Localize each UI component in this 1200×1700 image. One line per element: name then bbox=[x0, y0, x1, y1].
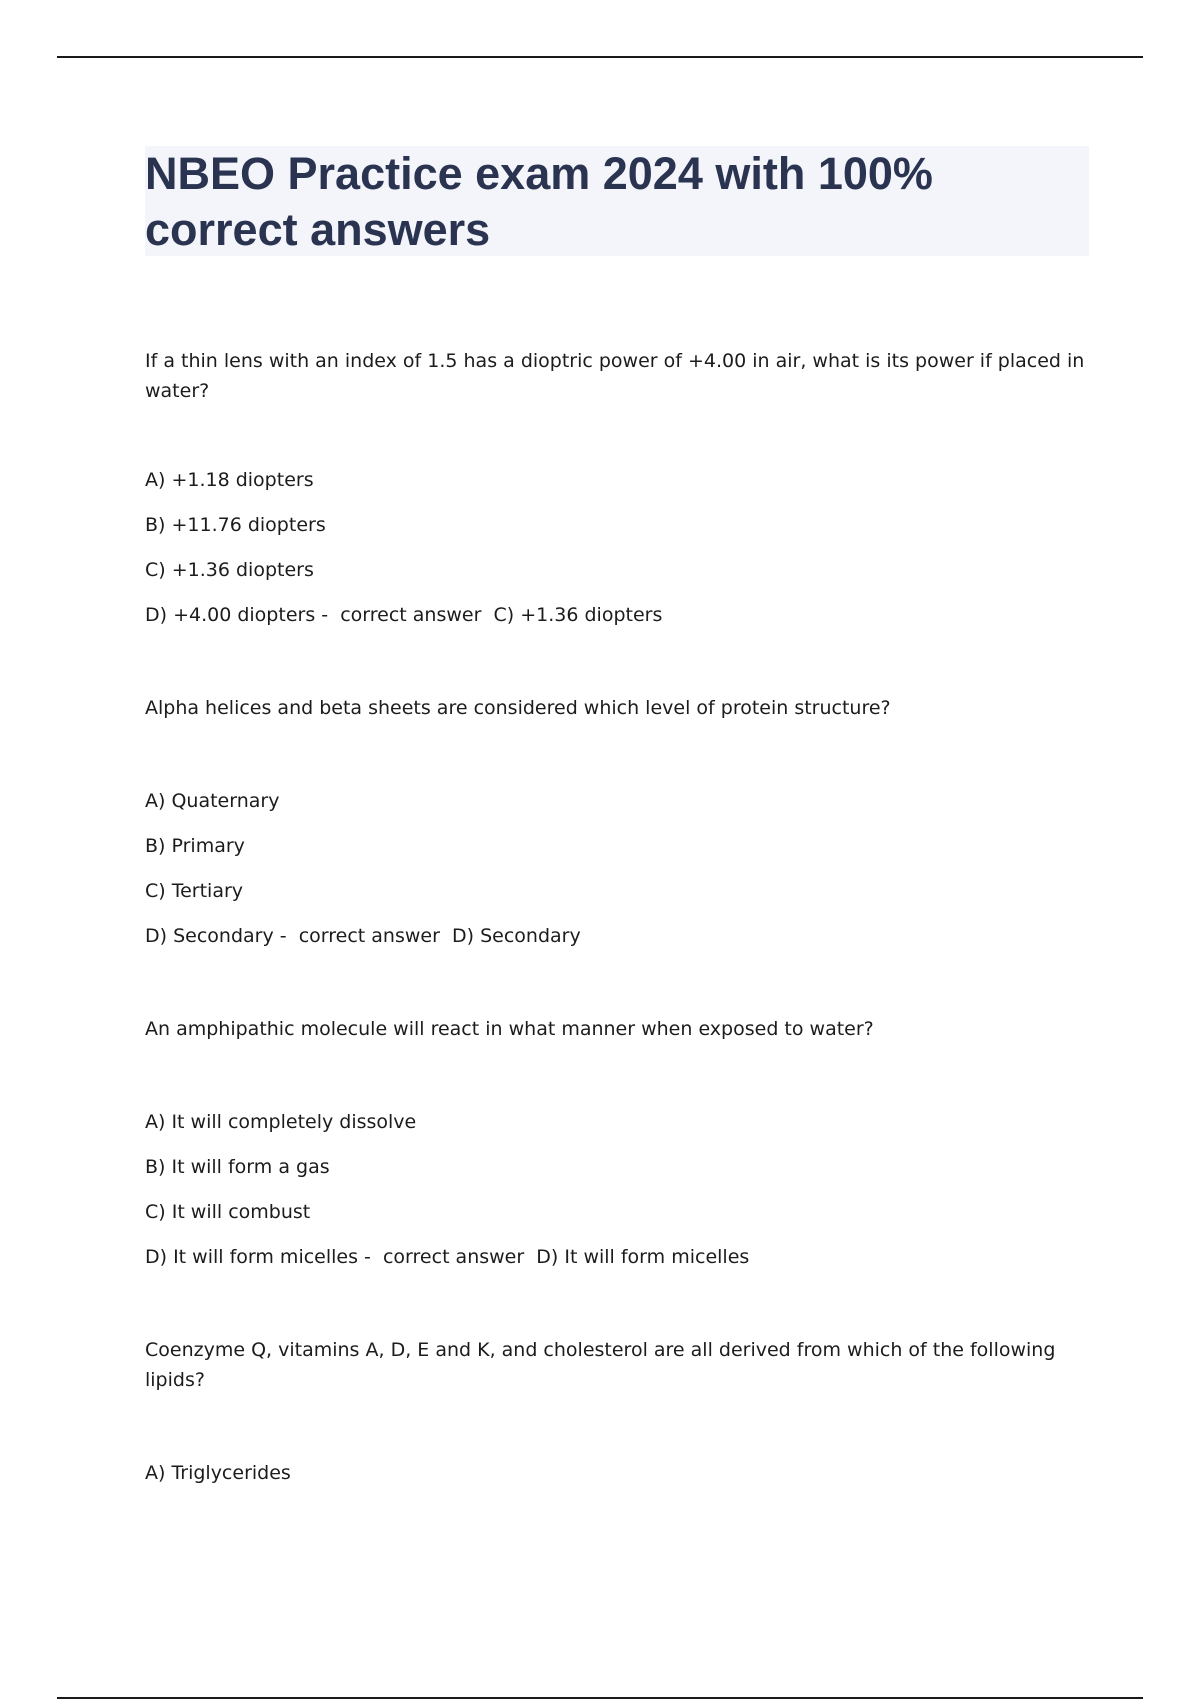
correct-answer: C) +1.36 diopters bbox=[493, 604, 663, 626]
answer-marker: correct answer bbox=[298, 925, 440, 947]
footer-rule bbox=[57, 1697, 1143, 1699]
option-d: D) +4.00 diopters bbox=[145, 604, 316, 626]
option-d-with-answer: D) Secondary - correct answer D) Secondary bbox=[145, 925, 581, 947]
option-b: B) Primary bbox=[145, 835, 245, 857]
question-block bbox=[145, 693, 1085, 948]
option-d: D) Secondary bbox=[145, 925, 274, 947]
option-b: B) It will form a gas bbox=[145, 1156, 330, 1178]
question-list bbox=[145, 346, 1085, 1485]
question-block bbox=[145, 1014, 1085, 1269]
option-c: C) +1.36 diopters bbox=[145, 559, 314, 581]
option-list bbox=[145, 1110, 1085, 1269]
option-d-with-answer: D) +4.00 diopters - correct answer C) +1.36 diopters bbox=[145, 604, 663, 626]
header-rule bbox=[57, 56, 1143, 58]
answer-marker: correct answer bbox=[340, 604, 482, 626]
correct-answer: D) Secondary bbox=[452, 925, 581, 947]
correct-answer: D) It will form micelles bbox=[536, 1246, 750, 1268]
option-b: B) +11.76 diopters bbox=[145, 514, 326, 536]
question-block bbox=[145, 346, 1085, 627]
question-text: An amphipathic molecule will react in what manner when exposed to water? bbox=[145, 1018, 874, 1040]
option-list bbox=[145, 789, 1085, 948]
option-a: A) Triglycerides bbox=[145, 1462, 291, 1484]
option-a: A) Quaternary bbox=[145, 790, 280, 812]
option-c: C) Tertiary bbox=[145, 880, 244, 902]
title-block bbox=[145, 146, 1089, 256]
question-text: If a thin lens with an index of 1.5 has a dioptric power of +4.00 in air, what is its power if placed in water? bbox=[145, 350, 1085, 402]
question-text: Coenzyme Q, vitamins A, D, E and K, and cholesterol are all derived from which of the following lipids? bbox=[145, 1339, 1056, 1391]
document-title: NBEO Practice exam 2024 with 100% correct answers bbox=[145, 148, 933, 255]
option-list bbox=[145, 1461, 1085, 1485]
question-text: Alpha helices and beta sheets are considered which level of protein structure? bbox=[145, 697, 891, 719]
option-d-with-answer: D) It will form micelles - correct answer D) It will form micelles bbox=[145, 1246, 750, 1268]
question-block bbox=[145, 1335, 1085, 1485]
answer-marker: correct answer bbox=[382, 1246, 525, 1268]
option-d: D) It will form micelles bbox=[145, 1246, 358, 1268]
option-a: A) It will completely dissolve bbox=[145, 1111, 417, 1133]
option-list bbox=[145, 468, 1085, 627]
option-c: C) It will combust bbox=[145, 1201, 311, 1223]
option-a: A) +1.18 diopters bbox=[145, 469, 314, 491]
